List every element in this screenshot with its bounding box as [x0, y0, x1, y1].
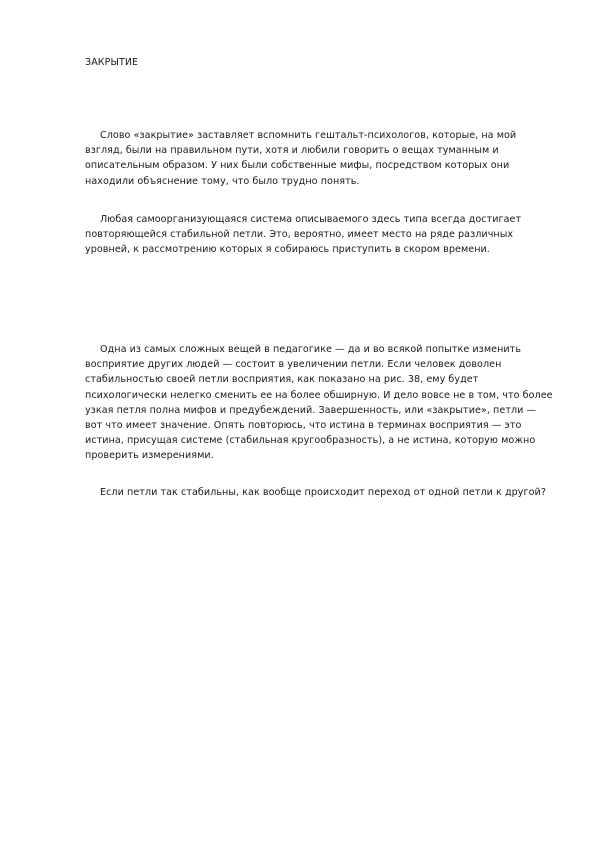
paragraph-pedagogy: Одна из самых сложных вещей в педагогике — да и во всякой попытке изменить восприятие других людей — состоит в увеличении петли. Если человек доволен стабильностью своей петли восприятия, как показано на рис. 38, ему будет психологически нелегко сменить ее на более обширную. И дело вовсе не в том, что более узкая петля полна мифов и предубеждений. Завершенность, или «закрытие», петли — вот что имеет значение. Опять повторюсь, что истина в терминах восприятия — это истина, присущая системе (стабильная кругообразность), а не истина, которую можно проверить измерениями.	[85, 344, 553, 462]
paragraph-stable-loop: Любая самоорганизующаяся система описываемого здесь типа всегда достигает повторяющейся стабильной петли. Это, вероятно, имеет место на ряде различных уровней, к рассмотрению которых я собираюсь приступить в скором времени.	[85, 214, 522, 256]
paragraph-closure-gestalt: Слово «закрытие» заставляет вспомнить гештальт-психологов, которые, на мой взгляд, были на правильном пути, хотя и любили говорить о вещах туманным и описательным образом. У них были собственные мифы, посредством которых они находили объяснение тому, что было трудно понять.	[85, 130, 517, 187]
page-title: ЗАКРЫТИЕ	[85, 57, 139, 68]
paragraph-question: Если петли так стабильны, как вообще происходит переход от одной петли к другой?	[100, 487, 546, 498]
